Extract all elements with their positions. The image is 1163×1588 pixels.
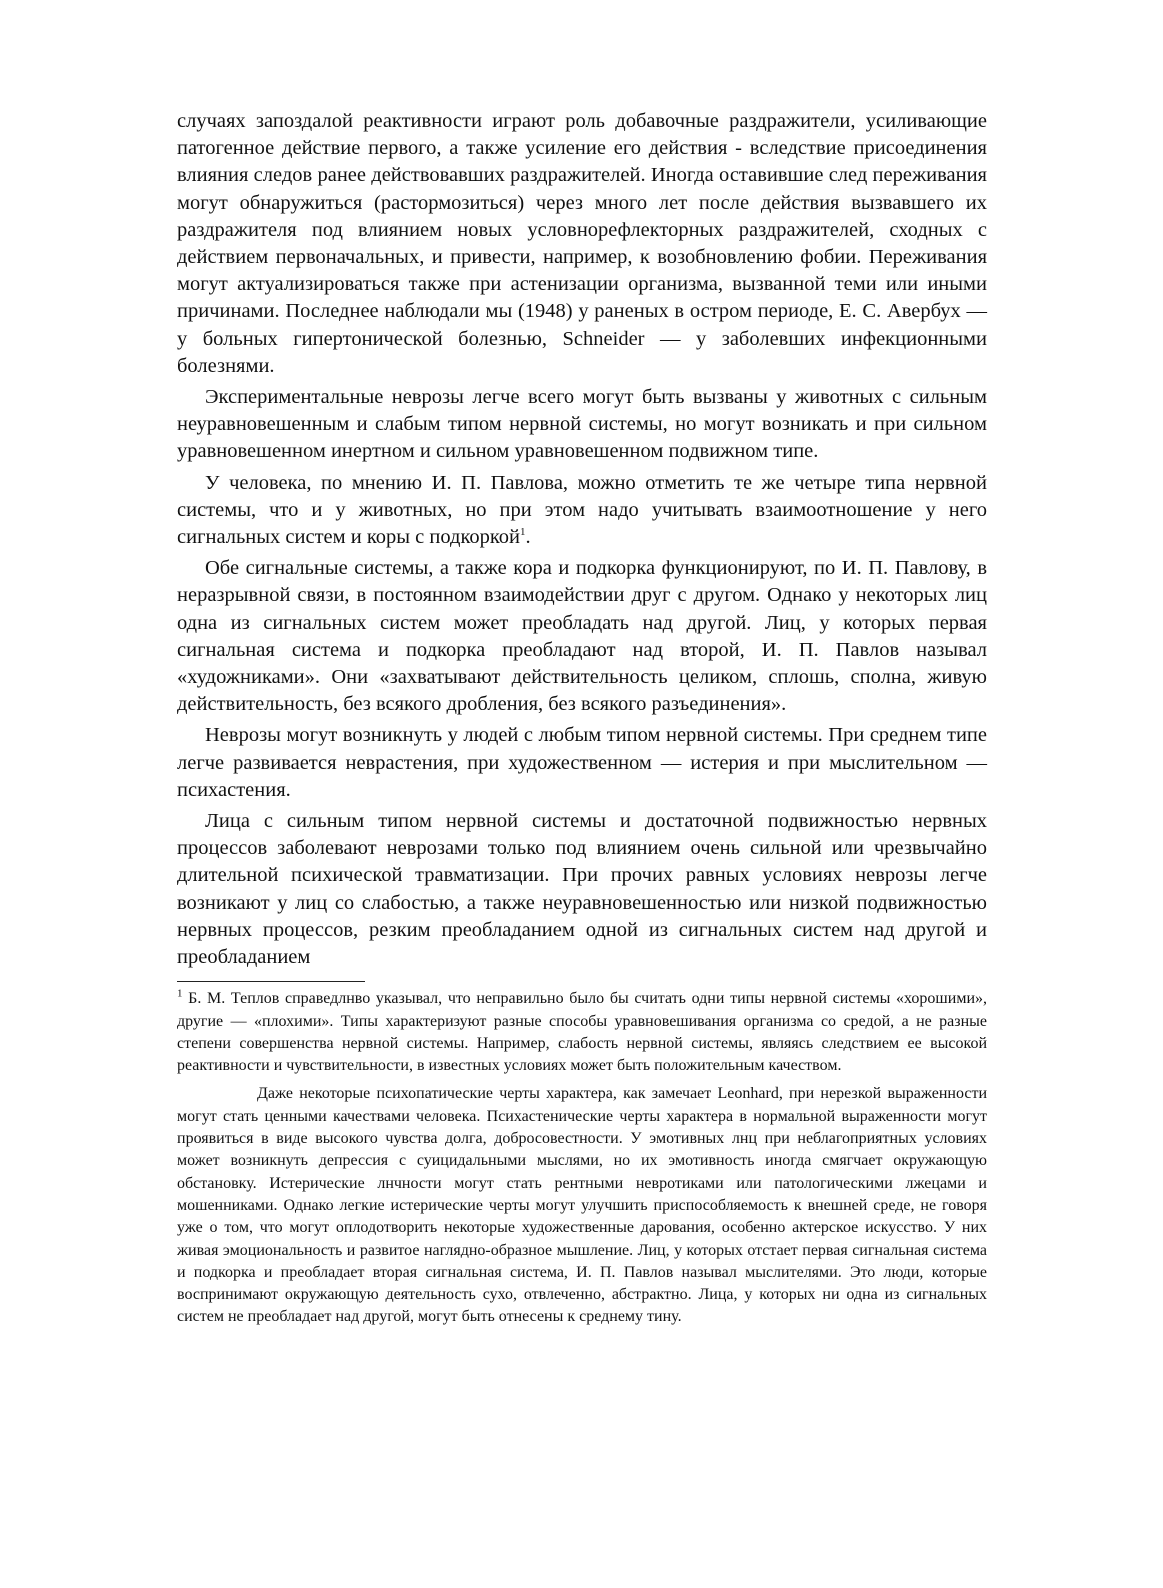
footnote-first-text: Б. М. Теплов справедлнво указывал, что неправильно было бы считать одни типы нервной системы «хорошими», другие — «плохими». Типы характеризуют разные способы уравновешивания организма со средой, а не разные степени совершенства нервной системы. Например, слабость нервной системы, являясь следствием ее высокой реактивности и чувствительности, в известных условиях может быть положительным качеством.	[177, 990, 988, 1075]
paragraph-3	[177, 470, 987, 552]
footnote-first-paragraph	[177, 988, 987, 1077]
paragraph-6: Лица с сильным типом нервной системы и достаточной подвижностью нервных процессов заболевают неврозами только под влиянием очень сильной или чрезвычайно длительной психической травматизации. При прочих равных условиях неврозы легче возникают у лиц со слабостью, а также неуравновешенностью или низкой подвижностью нервных процессов, резким преобладанием одной из сигнальных систем над другой и преобладанием	[177, 810, 987, 969]
paragraph-3-text: У человека, по мнению И. П. Павлова, можно отметить те же четыре типа нервной системы, что и у животных, но при этом надо учитывать взаимоотношение у него сигнальных систем и коры с подкоркой	[177, 471, 987, 549]
footnote-second-paragraph: Даже некоторые психопатические черты характера, как замечает Leonhard, при нерезкой выраженности могут стать ценными качествами человека. Психастенические черты характера в нормальной выраженности могут проявиться в виде высокого чувства долга, добросовестности. У эмотивных лнц при неблагоприятных условиях может возникнуть депрессия с суицидальными мыслями, но их эмотивность иногда смягчает окружающую обстановку. Истерические лнчности могут стать рентными невротиками или патологическими лжецами и мошенниками. Однако легкие истерические черты могут улучшить приспособляемость к внешней среде, не говоря уже о том, что могут оплодотворить некоторые художественные дарования, особенно актерское искусство. У них живая эмоциональность и развитое наглядно-образное мышление. Лиц, у которых отстает первая сигнальная система и подкорка и преобладает вторая сигнальная система, И. П. Павлов называл мыслителями. Это люди, которые воспринимают окружающую деятельность сухо, отвлеченно, абстрактно. Лица, у которых ни одна из сигнальных систем не преобладает над другой, могут быть отнесены к среднему тину.	[177, 1085, 987, 1326]
paragraph-2: Экспериментальные неврозы легче всего могут быть вызваны у животных с сильным неуравновешенным и слабым типом нервной системы, но могут возникать и при сильном уравновешенном инертном и сильном уравновешенном подвижном типе.	[177, 386, 987, 463]
paragraph-1: случаях запоздалой реактивности играют роль добавочные раздражители, усиливающие патогенное действие первого, а также усиление его действия - вследствие присоединения влияния следов ранее действовавших раздражителей. Иногда оставившие след переживания могут обнаружиться (растормозиться) через много лет после действия вызвавшего их раздражителя под влиянием новых условнорефлекторных раздражителей, сходных с действием первоначальных, и привести, например, к возобновлению фобии. Переживания могут актуализироваться также при астенизации организма, вызванной теми или иными причинами. Последнее наблюдали мы (1948) у раненых в остром периоде, Е. С. Авербух — у больных гипертонической болезнью, Schneider — у заболевших инфекционными болезнями.	[177, 110, 987, 377]
footnote-separator	[177, 981, 365, 982]
paragraph-3-end: .	[525, 526, 531, 549]
footnote-reference[interactable]: 1	[520, 526, 526, 539]
paragraph-4: Обе сигнальные системы, а также кора и подкорка функционируют, по И. П. Павлову, в неразрывной связи, в постоянном взаимодействии друг с другом. Однако у некоторых лиц одна из сигнальных систем может преобладать над другой. Лиц, у которых первая сигнальная система и подкорка преобладают над второй, И. П. Павлов называл «художниками». Они «захватывают действительность целиком, сплошь, сполна, живую действительность, без всякого дробления, без всякого разъединения».	[177, 557, 987, 716]
main-text	[177, 108, 987, 971]
footnote	[177, 988, 987, 1328]
footnote-mark: 1	[177, 987, 183, 1000]
paragraph-5: Неврозы могут возникнуть у людей с любым типом нервной системы. При среднем типе легче развивается неврастения, при художественном — истерия и при мыслительном — психастения.	[177, 724, 987, 801]
page	[177, 108, 987, 1329]
